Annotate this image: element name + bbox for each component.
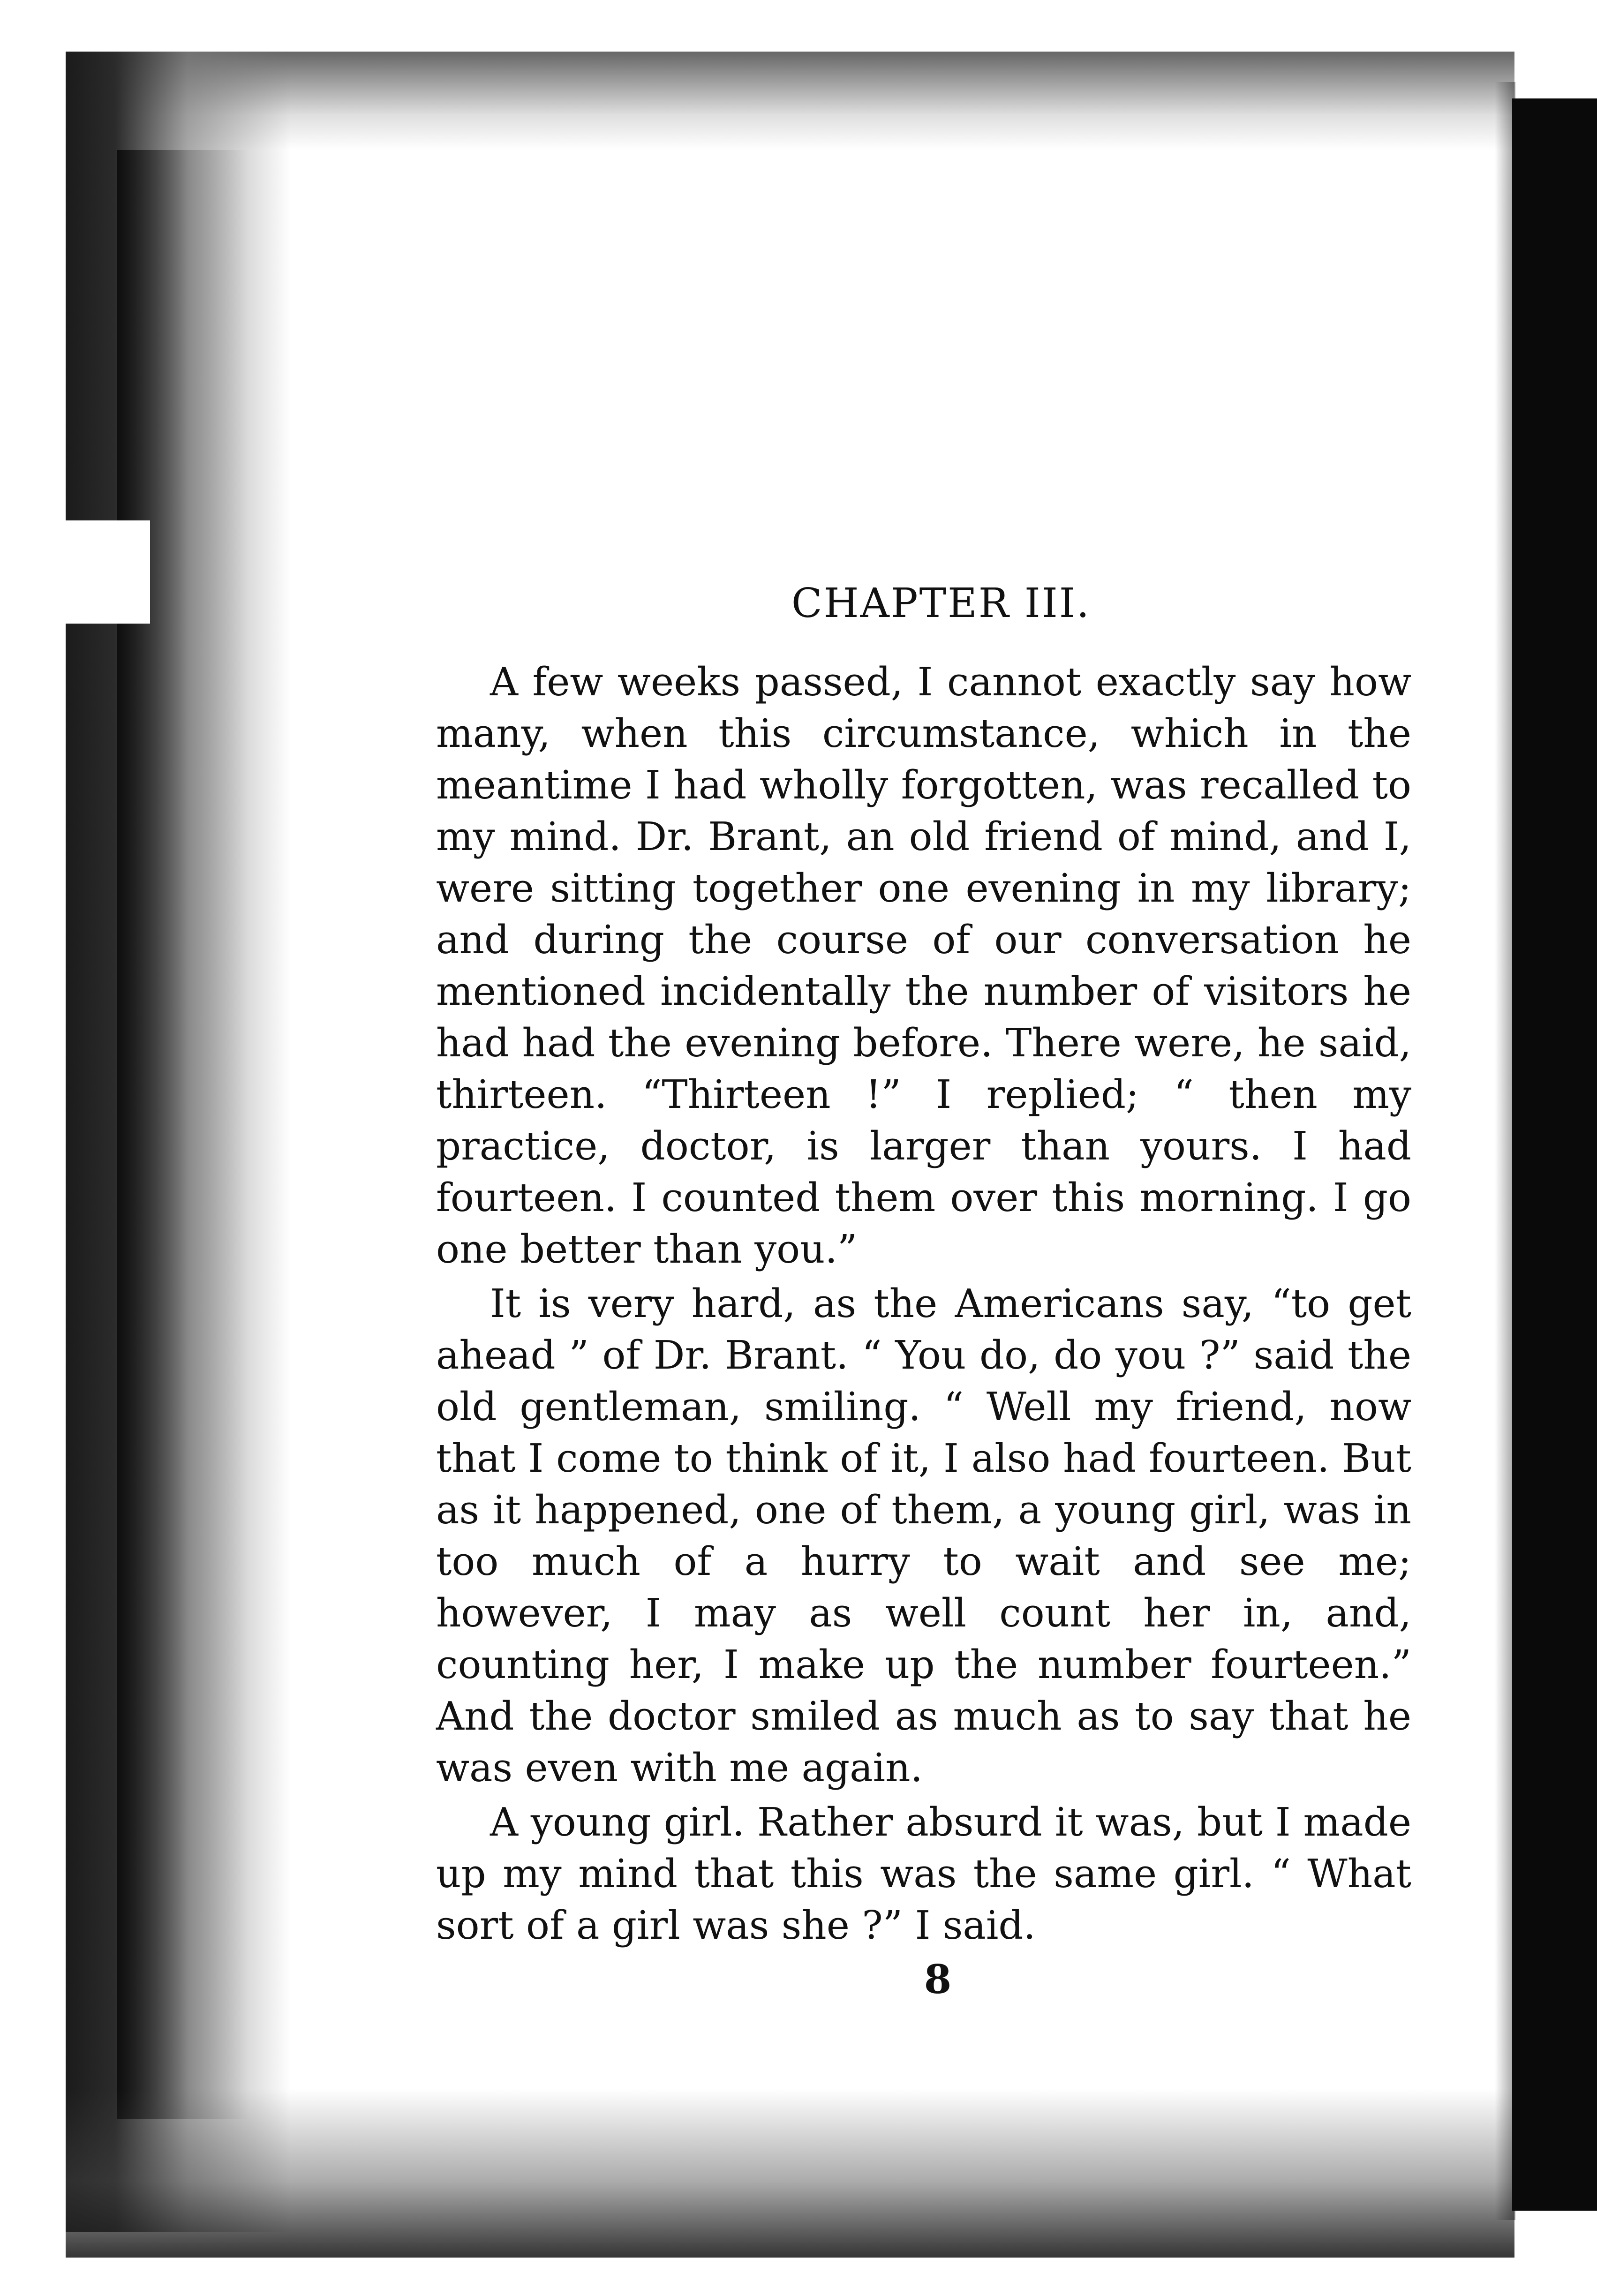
page-content — [436, 581, 1411, 2003]
paragraph-1: A few weeks passed, I cannot exactly say how many, when this circumstance, which in the meantime I had wholly forgotten, was recalled to my mind. Dr. Brant, an old friend of mind, and I, were sitting together one evening in my library; and during the course of our conversation he mentioned incidentally the number of visitors he had had the evening before. There were, he said, thirteen. “Thirteen !” I replied; “ then my practice, doctor, is larger than yours. I had fourteen. I counted them over this morning. I go one better than you.” — [436, 659, 1411, 1272]
scan-shadow-left-inner — [117, 150, 249, 2119]
scan-notch — [66, 520, 150, 624]
page-number: 8 — [924, 1956, 952, 2002]
scan-shadow-bottom — [66, 2089, 1514, 2258]
paragraph-2: It is very hard, as the Americans say, “to get ahead ” of Dr. Brant. “ You do, do you ?” said the old gentleman, smiling. “ Well my friend, now that I come to think of it, I also had fourteen. But as it happened, one of them, a young girl, was in too much of a hurry to wait and see me; however, I may as well count her in, and, counting her, I make up the number fourteen.” And the doctor smiled as much as to say that he was even with me again. — [436, 1280, 1411, 1791]
scan-shadow-right — [1512, 98, 1597, 2211]
paragraph-3: A young girl. Rather absurd it was, but I made up my mind that this was the same girl. “ What sort of a girl was she ?” I said. — [436, 1799, 1411, 1948]
chapter-title: CHAPTER III. — [791, 580, 1091, 627]
